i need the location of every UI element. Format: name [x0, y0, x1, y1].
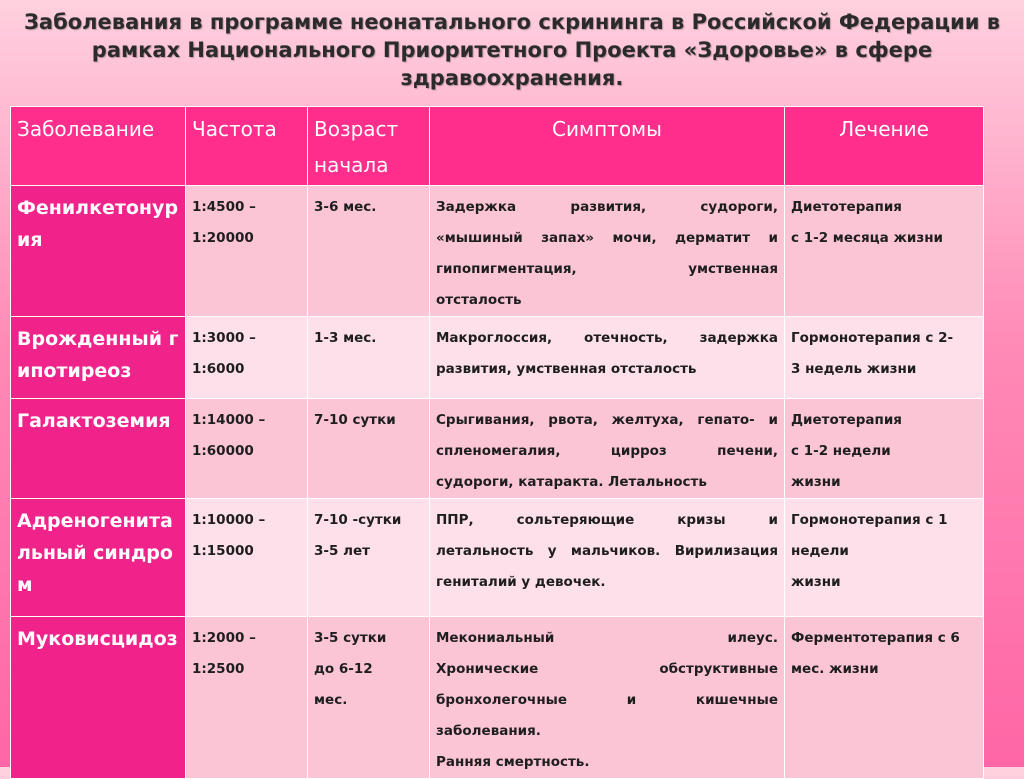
symptoms-line: гипопигментация, умственная — [436, 261, 778, 277]
symptoms-cell — [430, 317, 785, 399]
treatment-cell — [785, 399, 984, 499]
onset-line: до 6-12 — [314, 661, 373, 677]
slide-title: Заболевания в программе неонатального скрининга в Российской Федерации в рамках Национального Приоритетного Проекта «Здоровье» в сфере здравоохранения. — [23, 10, 1001, 90]
disease-name: Муковисцидоз — [11, 617, 186, 779]
disease-name: Галактоземия — [11, 399, 186, 499]
onset-line: 3-5 сутки — [314, 630, 387, 646]
symptoms-line: «мышиный запах» мочи, дерматит и — [436, 230, 778, 246]
treatment-line: жизни — [791, 474, 841, 490]
frequency-line: 1:15000 — [192, 543, 254, 559]
frequency-line: 1:14000 – — [192, 412, 266, 428]
symptoms-line: спленомегалия, цирроз печени, — [436, 443, 778, 459]
symptoms-cell — [430, 186, 785, 317]
onset-line: 3-5 лет — [314, 543, 370, 559]
treatment-cell — [785, 617, 984, 779]
frequency-line: 1:3000 – — [192, 330, 256, 346]
treatment-line: с 1-2 месяца жизни — [791, 230, 943, 246]
onset-cell — [308, 317, 430, 399]
frequency-line: 1:2500 — [192, 661, 245, 677]
onset-line: 7-10 сутки — [314, 412, 396, 428]
header-disease: Заболевание — [11, 107, 186, 186]
symptoms-line: гениталий у девочек. — [436, 574, 606, 590]
frequency-line: 1:6000 — [192, 361, 245, 377]
treatment-line: Гормонотерапия с 1 — [791, 512, 948, 528]
onset-line: 1-3 мес. — [314, 330, 377, 346]
treatment-line: с 1-2 недели — [791, 443, 891, 459]
onset-cell — [308, 186, 430, 317]
symptoms-cell — [430, 499, 785, 617]
treatment-line: недели — [791, 543, 849, 559]
symptoms-cell — [430, 399, 785, 499]
symptoms-line: летальность у мальчиков. Вирилизация — [436, 543, 778, 559]
header-row — [11, 107, 984, 186]
frequency-line: 1:60000 — [192, 443, 254, 459]
table-row — [11, 186, 984, 317]
symptoms-line: Макроглоссия, отечность, задержка — [436, 330, 778, 346]
symptoms-line: развития, умственная отсталость — [436, 361, 697, 377]
frequency-line: 1:10000 – — [192, 512, 266, 528]
table-row — [11, 317, 984, 399]
treatment-line: мес. жизни — [791, 661, 879, 677]
treatment-line: Гормонотерапия с 2- — [791, 330, 954, 346]
frequency-line: 1:20000 — [192, 230, 254, 246]
symptoms-line: ППР, сольтеряющие кризы и — [436, 512, 778, 528]
disease-name: Фенилкетонурия — [11, 186, 186, 317]
onset-cell — [308, 499, 430, 617]
disease-name: Адреногенитальный синдром — [11, 499, 186, 617]
treatment-cell — [785, 317, 984, 399]
symptoms-line: Хронические обструктивные — [436, 661, 778, 677]
treatment-line: Диетотерапия — [791, 412, 902, 428]
table-row — [11, 499, 984, 617]
symptoms-line: заболевания. — [436, 723, 541, 739]
header-treatment: Лечение — [785, 107, 984, 186]
frequency-cell — [186, 186, 308, 317]
header-symptoms: Симптомы — [430, 107, 785, 186]
frequency-cell — [186, 399, 308, 499]
disease-name: Врожденный гипотиреоз — [11, 317, 186, 399]
treatment-cell — [785, 186, 984, 317]
symptoms-line: судороги, катаракта. Летальность — [436, 474, 707, 490]
symptoms-line: Срыгивания, рвота, желтуха, гепато- и — [436, 412, 778, 428]
onset-line: мес. — [314, 692, 348, 708]
header-onset: Возраст начала — [308, 107, 430, 186]
treatment-line: 3 недель жизни — [791, 361, 917, 377]
frequency-line: 1:2000 – — [192, 630, 256, 646]
treatment-line: Ферментотерапия с 6 — [791, 630, 960, 646]
onset-line: 7-10 -сутки — [314, 512, 402, 528]
symptoms-line: Мекониальный илеус. — [436, 630, 778, 646]
header-frequency: Частота — [186, 107, 308, 186]
symptoms-line: Ранняя смертность. — [436, 754, 590, 770]
onset-cell — [308, 399, 430, 499]
frequency-cell — [186, 617, 308, 779]
frequency-line: 1:4500 – — [192, 199, 256, 215]
onset-cell — [308, 617, 430, 779]
onset-line: 3-6 мес. — [314, 199, 377, 215]
screening-table — [10, 106, 984, 779]
table-row — [11, 617, 984, 779]
treatment-line: Диетотерапия — [791, 199, 902, 215]
symptoms-line: бронхолегочные и кишечные — [436, 692, 778, 708]
treatment-cell — [785, 499, 984, 617]
frequency-cell — [186, 499, 308, 617]
table-row — [11, 399, 984, 499]
symptoms-cell — [430, 617, 785, 779]
symptoms-line: Задержка развития, судороги, — [436, 199, 778, 215]
treatment-line: жизни — [791, 574, 841, 590]
frequency-cell — [186, 317, 308, 399]
symptoms-line: отсталость — [436, 292, 522, 308]
